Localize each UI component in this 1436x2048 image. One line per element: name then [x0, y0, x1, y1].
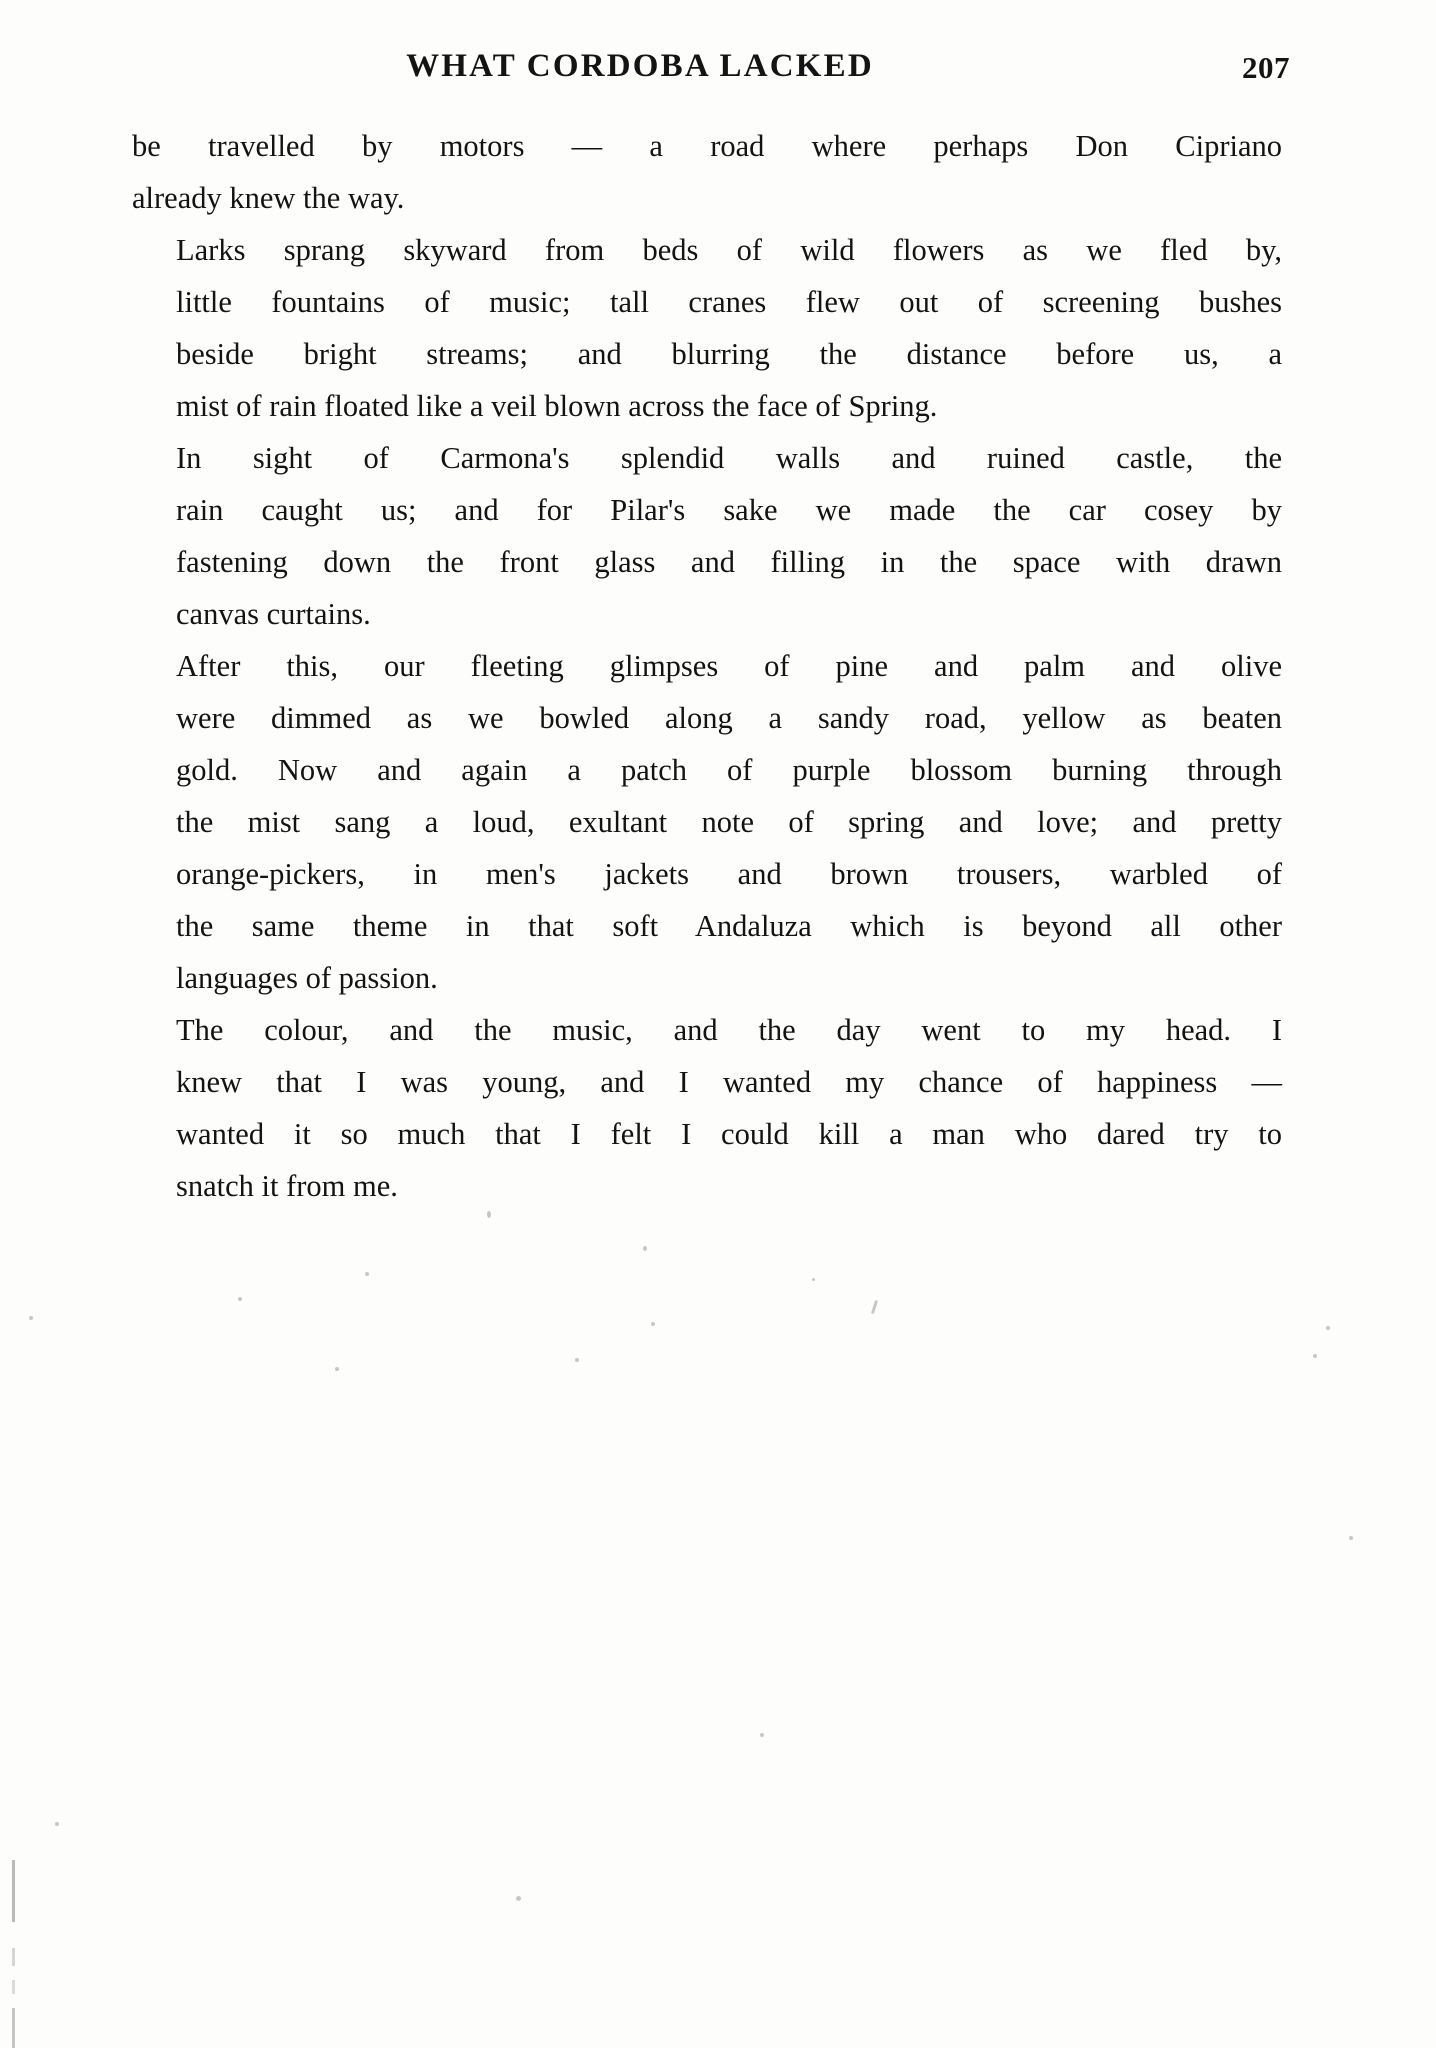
- scan-speck: [1349, 1536, 1353, 1540]
- scan-speck: [643, 1246, 647, 1251]
- scan-speck: [238, 1297, 242, 1301]
- scan-speck: [760, 1733, 764, 1737]
- text-line: were dimmed as we bowled along a sandy road, yellow as beaten: [176, 701, 1282, 735]
- text-line: In sight of Carmona's splendid walls and ruined castle, the: [176, 441, 1282, 475]
- text-line: languages of passion.: [176, 961, 438, 995]
- page-edge-mark: [12, 1948, 15, 1966]
- text-line: knew that I was young, and I wanted my chance of happiness —: [176, 1065, 1282, 1099]
- text-line: the same theme in that soft Andaluza which is beyond all other: [176, 909, 1282, 943]
- scan-speck: [1313, 1354, 1317, 1358]
- scan-speck: [651, 1322, 655, 1326]
- body-text: [132, 120, 1282, 1212]
- scan-speck: [365, 1272, 369, 1276]
- text-line: already knew the way.: [132, 181, 405, 215]
- paragraph: [132, 640, 1282, 1004]
- page-edge-mark: [12, 1860, 15, 1922]
- scan-speck: [335, 1367, 339, 1371]
- scan-speck: [487, 1211, 491, 1218]
- text-line: wanted it so much that I felt I could kill a man who dared try to: [176, 1117, 1282, 1151]
- paragraph: [132, 1004, 1282, 1212]
- text-line: the mist sang a loud, exultant note of spring and love; and pretty: [176, 805, 1282, 839]
- text-line: canvas curtains.: [176, 597, 371, 631]
- text-line: little fountains of music; tall cranes flew out of screening bushes: [176, 285, 1282, 319]
- text-line: The colour, and the music, and the day went to my head. I: [176, 1013, 1282, 1047]
- page-number: 207: [1242, 50, 1290, 85]
- text-line: rain caught us; and for Pilar's sake we made the car cosey by: [176, 493, 1282, 527]
- scan-speck: [29, 1316, 33, 1320]
- text-line: Larks sprang skyward from beds of wild flowers as we fled by,: [176, 233, 1282, 267]
- text-line: fastening down the front glass and filling in the space with drawn: [176, 545, 1282, 579]
- text-line: gold. Now and again a patch of purple blossom burning through: [176, 753, 1282, 787]
- page-edge-mark: [12, 2008, 15, 2048]
- paragraph: [132, 120, 1282, 224]
- text-line: orange-pickers, in men's jackets and brown trousers, warbled of: [176, 857, 1282, 891]
- text-line: snatch it from me.: [176, 1169, 398, 1203]
- text-line: beside bright streams; and blurring the distance before us, a: [176, 337, 1282, 371]
- scan-speck: [55, 1822, 59, 1826]
- text-line: be travelled by motors — a road where perhaps Don Cipriano: [132, 129, 1282, 163]
- scan-speck: [812, 1278, 815, 1281]
- scan-speck: [871, 1300, 878, 1314]
- paragraph: [132, 432, 1282, 640]
- page-edge-mark: [12, 1980, 15, 1994]
- text-line: mist of rain floated like a veil blown across the face of Spring.: [176, 389, 938, 423]
- scan-speck: [516, 1896, 521, 1901]
- scan-speck: [1326, 1326, 1330, 1330]
- text-line: After this, our fleeting glimpses of pine and palm and olive: [176, 649, 1282, 683]
- running-head: WHAT CORDOBA LACKED: [406, 48, 874, 84]
- paragraph: [132, 224, 1282, 432]
- scan-speck: [575, 1358, 579, 1362]
- page-header: [130, 48, 1290, 94]
